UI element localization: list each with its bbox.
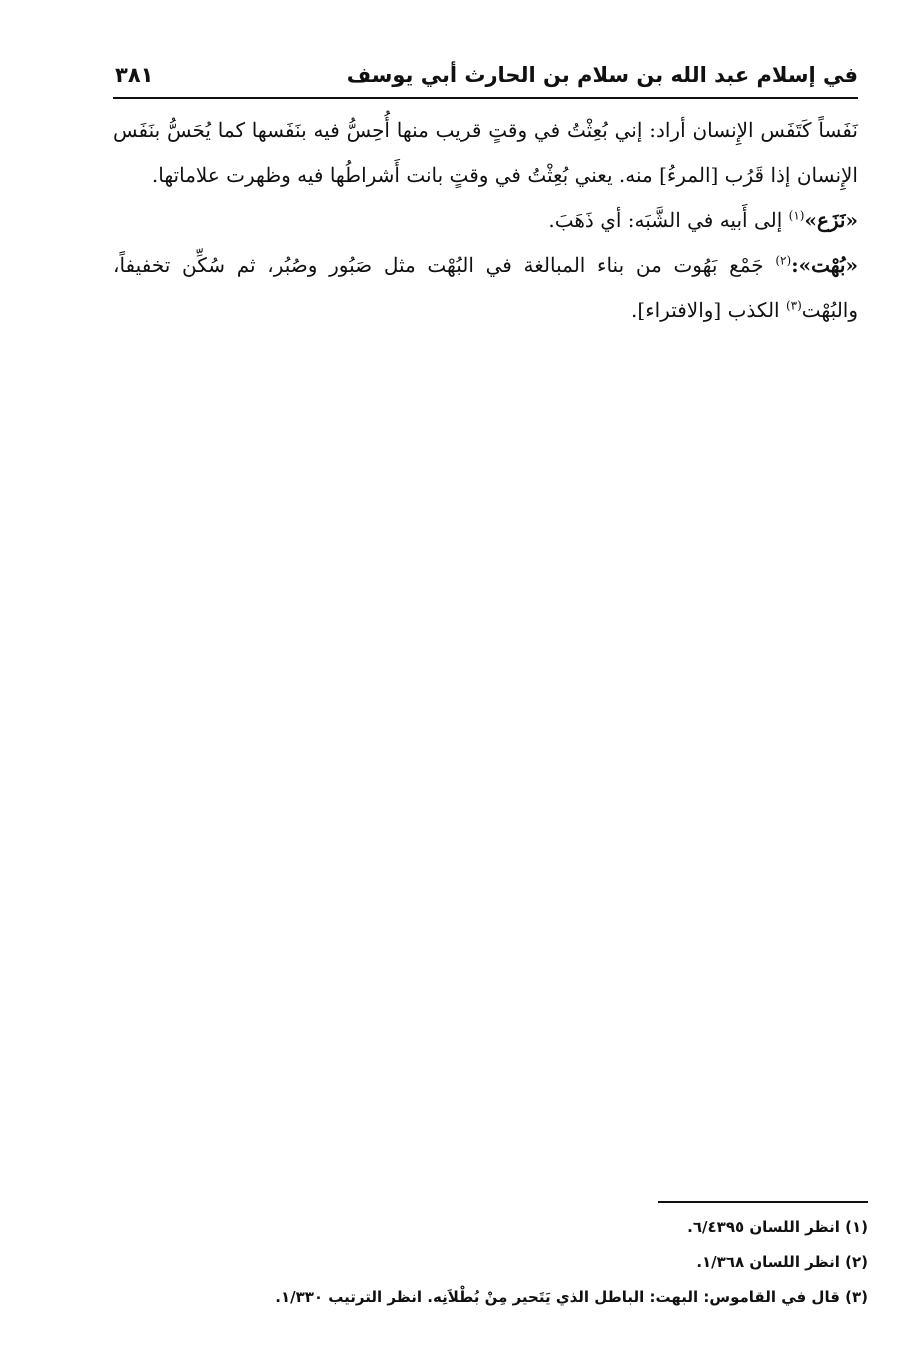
- footnote-rule: [658, 1201, 868, 1203]
- paragraph-2: [113, 198, 858, 243]
- footnote-1: (١) انظر اللسان ٦/٤٣٩٥.: [687, 1218, 868, 1236]
- page-number: ٣٨١: [115, 63, 154, 87]
- paragraph-3: [113, 243, 858, 333]
- header-rule: [113, 97, 858, 99]
- footnote-3: (٣) قال في القاموس: البهت: الباطل الذي يَتَحير مِنْ بُطْلاَنِه. انظر الترتيب ١/٣٣٠.: [275, 1288, 868, 1306]
- headword-buht: «بُهْت»:: [791, 253, 858, 277]
- footnote-2: (٢) انظر اللسان ١/٣٦٨.: [696, 1253, 868, 1271]
- paragraph-3-text-a: جَمْع بَهُوت من بناء المبالغة في البُهْت مثل صَبُور وصُبُر، ثم سُكِّن تخفيفاً، والبُهْت: [113, 253, 858, 322]
- running-title: في إسلام عبد الله بن سلام بن الحارث أبي يوسف: [346, 63, 858, 87]
- footnote-marker-1: (١): [788, 208, 805, 223]
- footnote-marker-3: (٣): [785, 298, 802, 313]
- running-head: [113, 58, 858, 96]
- paragraph-3-text-b: الكذب [والافتراء].: [631, 298, 786, 322]
- footnotes: [113, 1210, 868, 1315]
- paragraph-1: نَفَساً كَتَفَس الإِنسان أراد: إني بُعِثْتُ في وقتٍ قريب منها أُحِسُّ فيه بنَفَسها كما يُحَسُّ بنَفَس الإِنسان إذا قَرُب [المرءُ] منه. يعني بُعِثْتُ في وقتٍ بانت أَشراطُها فيه وظهرت علاماتها.: [113, 118, 858, 187]
- body-text: [113, 108, 858, 333]
- headword-naza: «نَزَع»: [804, 208, 858, 232]
- paragraph-2-text: إلى أَبيه في الشَّبَه: أي ذَهَبَ.: [548, 208, 789, 232]
- footnote-marker-2: (٢): [775, 253, 792, 268]
